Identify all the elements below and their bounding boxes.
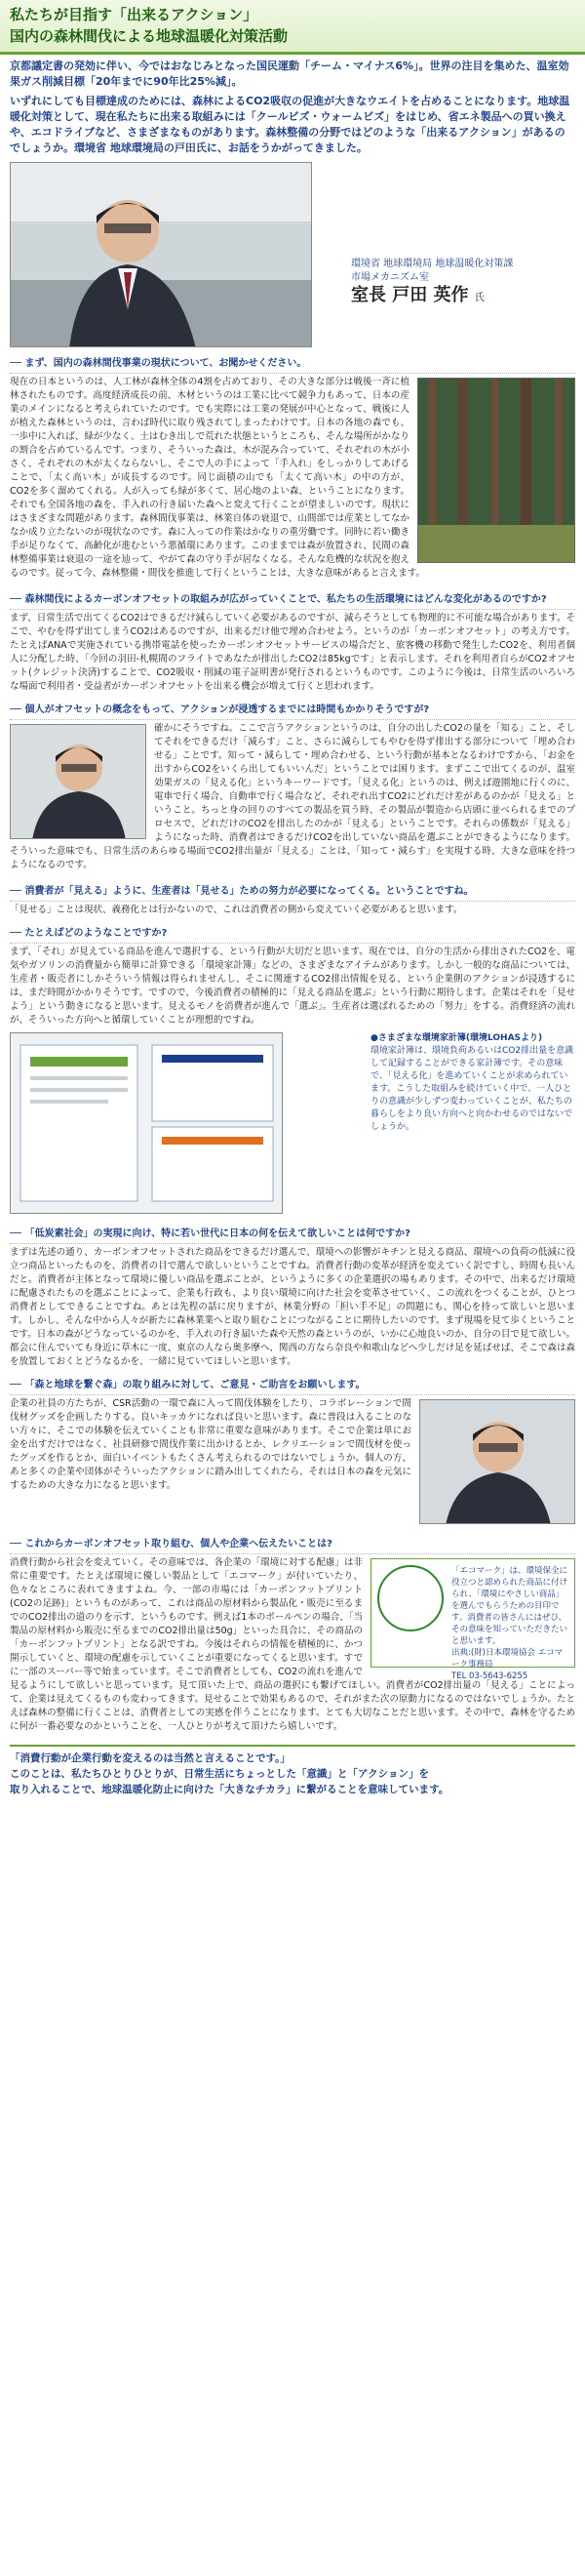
question-4: ── 消費者が「見える」ように、生産者は「見せる」ための努力が必要になってくる。ということですね。 — [10, 885, 575, 902]
closing-line-1: 「消費行動が企業行動を変えるのは当然と言えることです。」 — [10, 1752, 291, 1764]
article-banner — [0, 0, 585, 55]
answer-8 — [10, 1556, 575, 1737]
lead-paragraph-2: いずれにしても目標達成のためには、森林によるCO2吸収の促進が大きなウエイトを占めることになります。地球温暖化対策として、現在私たちに出来る取組みには「クールビズ・ウォームビズ」をはじめ、省エネ製品への買い換えや、エコドライブなど、さまざまなものがあります。森林整備の分野ではどのような「出来るアクション」があるのでしょうか。環境省 地球環境局の戸田氏に、お話をうかがってきました。 — [10, 95, 570, 154]
answer-5 — [10, 946, 575, 1218]
closing-line-3: 取り入れることで、地球温暖化防止に向けた「大きなチカラ」に繋がることを意味しています。 — [10, 1784, 449, 1795]
answer-1-text: 現在の日本というのは、人工林が森林全体の4割を占めており、その大きな部分は戦後一斉に植林されたものです。高度経済成長の前、木材というのは工業に比べて競争力もあって、日本の産業のメインになると考えられていたのです。でも実際には工業の発展が中心となって、戦後に人が植えた森林というのは、言わば時代に取り残されてしまったわけです。日本の各地の森でも、一歩中に入れば、緑が少なく、土はむき出しで荒れた状態というところも、そんな場所がかなりの割合を占めているんです。つまり、そういった森は、木が混み合っていて、それぞれの木が小さく、それぞれの木が太くならないし、そこで人の手によって「手入れ」をしっかりしてあげることで、「太く高い木」が成長するのです。同じ面積の山でも「太くて高い木」の中の方が、CO2を多く溜めてくれる。人が入っても緑が多くて、居心地のよい森、ということになります。それでも全国各地の森を、手入れの行き届いた森へと変えて行くことが望ましいのです。現状にはさまざまな問題があります。森林間伐事業は、林業自体の衰退で、山間部では産業としてなかなか成り立たないのが現状なのです。森に入っての作業はかなりの重労働です。同時に若い働き手が足りなくて、高齢化が進むという悪循環にあります。このままでは森が放置され、民間の森林整備事業は衰退の一途を辿って、やがて森の守り手が居なくなる。そんな危機的な状況を抱えるのです。従って今、森林整備・間伐を推進して行くということは、大きな意味があると言えます。 — [10, 377, 425, 579]
answer-8-text: 消費行動から社会を変えていく。その意味では、各企業の「環境に対する配慮」は非常に重要です。たとえば環境に優しい製品として「エコマーク」が付いていたり、色々なところに表れてきますよね。今、一部の市場には「カーボンフットプリント(CO2の足跡)」というものがあって、これは商品の原材料から製品化・販売に至るまでのCO2排出の道のりを示す、というものです。例えば1本のボールペンの場合、「当製品の原材料から販売に至るまでのCO2排出量は50g」といった具合に、その商品の「カーボンフットプリント」となる訳ですね。今後はそれらの情報を積極的に、かつ開示していくと、環境の配慮を示していくことが重要になってくると思います。すでに一部のスーパー等で始まっています。そこで消費者としても、CO2の流れを進んで見るようにして欲しいと思っています。見て頂いた上で、商品の選択にも繋げてほしい。消費者がCO2排出量の「見える」ことによって、企業は見えてくるものも変わってきます。見せることで効果もあるので、それがまた次の原動力になるのではないでしょうか。たとえば森林の整備に行くことは、消費者としての実感を伴うことになります。とても大切なことだと思います。その中で、森林を守るために何が一番必要なのかということを、一人ひとりが考えて頂けたら嬉しいです。 — [10, 1557, 575, 1732]
household-account-book-note — [370, 1032, 575, 1134]
sidebox-body: 環境家計簿は、環境負荷あるいはCO2排出量を意識して記録することができる家計簿です。その意味で、「見える化」を進めていくことが求められています。こうした取組みを続けていく中で、一人ひとりの意識が少しずつ変わっていくことが、私たちの暮らしをより良い方向へと向かわせるのではないでしょうか。 — [370, 1046, 574, 1132]
ecomark-box — [370, 1558, 575, 1681]
banner-title-line1: 私たちが目指す「出来るアクション」 — [10, 6, 258, 23]
question-5: ── たとえばどのようなことですか? — [10, 927, 575, 944]
interviewee-name — [351, 285, 513, 305]
answer-4-text: 「見せる」ことは現状、義務化とは行かないので、これは消費者の側から変えていく必要があると思います。 — [10, 905, 463, 915]
ecomark-logo-icon — [377, 1565, 444, 1631]
ecomark-tel: TEL 03-5643-6255 — [451, 1671, 528, 1681]
ecomark-source: 出典:(財)日本環境協会 エコマーク事務局 — [451, 1648, 564, 1670]
question-7: ── 「森と地球を繋ぐ森」の取り組みに対して、ご意見・ご助言をお願いします。 — [10, 1379, 575, 1395]
closing-message — [10, 1745, 575, 1797]
ecomark-note-text: 「エコマーク」は、環境保全に役立つと認められた商品に付けられ、「環境にやさしい商品」を選んでもらうための目印です。消費者の皆さんにはぜひ、その意味を知っていただきたいと思います。 — [451, 1566, 568, 1646]
answer-6-text: まずは先述の通り、カーボンオフセットされた商品をできるだけ選んで、環境への影響がキチンと見える商品、環境への負荷の低減に役立つ商品といったものを、消費者の目で選んで欲しいということですね。消費者行動の変革が経済を変えていく訳ですし、時間も長いんだと。消費者が主体となって環境に優しい商品を選ぶことが、というように多くの企業選択の場もあります。その中で、出来るだけ環境に配慮されたものを選ぶことによって、企業も行政も、より良い環境に向けた社会を変革させていく、この流れをつくることが、ひとつ消費者としてできることですね。あとは先程の話に戻りますが、林業分野の「担い手不足」の問題にも、関心を持って欲しいと思います。しかし、そんな中から人々が新たに森林業業へと取り組むことにつながることに期待したいのです。まず現場を見て歩くということです。日本の森がどうなっているのかを、手入れの行き届いた森や天然の森というのが、いかに心地良いのか、自分の目で見て欲しい。都会に住んでいても身近に草木に一度、東京の人なら奥多摩へ、関西の方なら奈良や和歌山などへ少しだけ足を延ばせば、そこで森は森を放置しておくとどうなるかを、一緒に見ていてほしいと思います。 — [10, 1247, 575, 1367]
question-8: ── これからカーボンオフセット取り組む、個人や企業へ伝えたいことは? — [10, 1538, 575, 1554]
household-account-book-photo — [10, 1032, 283, 1214]
answer-2-text: まず、日常生活で出てくるCO2はできるだけ減らしていく必要があるのですが、減らそうとしても物理的に不可能な場合があります。そこで、やむを得ず出てしまうCO2はあるのですが、出来るだけ他で埋め合わせよう。というのが「カーボンオフセット」の考え方です。たとえばANAで実施されている携帯電話を使ったカーボンオフセットサービスの場合だと、旅客機の移動で発生したCO2を、利用者個人に分配した時、「今回の羽田-札幌間のフライトであなたが排出したCO2は85kgです」と表示します。それを利用者自らがCO2オフセット(クレジット決済)することで、CO2吸収・削減の電子証明書が発行されるというものです。このように今後は、日常生活のいろいろな場面で利用者・受益者がカーボンオフセットを出来る機会が増えて行くと思われます。 — [10, 613, 575, 692]
forest-photo — [417, 378, 575, 563]
honorific: 氏 — [474, 293, 485, 303]
answer-5-text: まず、「それ」が見えている商品を進んで選択する、という行動が大切だと思います。現在では、自分の生活から排出されたCO2を、電気やガソリンの消費量から簡単に計算できる「環境家計簿」などの、さまざまなアイテムがあります。しかし一般的な商品については、生産者・販売者にしかそういう情報は得られませんし、そこに関連するCO2排出情報を見る、という企業側のアクションが浸透するには、まだ時間がかかりそうです。ですので、今後消費者の積極的に「見える商品を選ぶ」という行動に期待します。企業はそれを「見せよう」という動きになると思います。見えるモノを消費者が進んで「選ぶ」。生産者は選ばれるための「努力」をする。消費経済の流れが、そういった方向へと循環していくことが理想的ですね。 — [10, 946, 575, 1026]
interviewee-portrait-photo — [10, 162, 312, 347]
sidebox-heading: ●さまざまな環境家計簿(環境LOHASより) — [370, 1033, 543, 1043]
ecomark-note — [451, 1565, 568, 1681]
answer-2 — [10, 612, 575, 694]
question-3: ── 個人がオフセットの概念をもって、アクションが浸透するまでには時間もかかりそうですが? — [10, 704, 575, 720]
interviewee-photo-3 — [419, 1399, 575, 1524]
department-line-2: 市場メカニズム室 — [351, 272, 429, 283]
answer-4 — [10, 904, 575, 917]
answer-1 — [10, 376, 575, 584]
question-6: ── 「低炭素社会」の実現に向け、特に若い世代に日本の何を伝えて欲しいことは何ですか? — [10, 1228, 575, 1244]
interviewee-title: 室長 — [351, 285, 386, 305]
question-1: ── まず、国内の森林間伐事業の現状について、お聞かせください。 — [10, 357, 575, 374]
department-line-1: 環境省 地球環境局 地球温暖化対策課 — [351, 259, 514, 269]
answer-7-text: 企業の社員の方たちが、CSR活動の一環で森に入って間伐体験をしたり、コラボレーションで間伐材グッズを企画したりする。良いキッカケになれば良いと思います。森に普段は入ることのない方々に、そこでの体験を伝えていくことも非常に重要な意味があります。そこで企業は単にお金を出すだけではなく、社員研修で間伐作業に出かけるとか、レクリエーションで間伐材を使ったグッズを作るとか、面白いイベントもたくさん考えられるのではないでしょうか。個人の方、あと多くの企業や団体がそういったアクションに踏み出してくれたら、それは日本の森を元気にするための大きな力になると思います。 — [10, 1398, 411, 1491]
interviewee-section — [10, 162, 575, 347]
banner-title-line2: 国内の森林間伐による地球温暖化対策活動 — [10, 27, 289, 45]
closing-line-2: このことは、私たちひとりひとりが、日常生活にちょっとした「意識」と「アクション」を — [10, 1768, 429, 1780]
answer-6 — [10, 1246, 575, 1369]
interviewee-credentials — [351, 258, 513, 305]
answer-7 — [10, 1397, 575, 1528]
interviewee-photo-2 — [10, 724, 146, 839]
lead-paragraph-1: 京都議定書の発効に伴い、今ではおなじみとなった国民運動「チーム・マイナス6%」。世界の注目を集めた、温室効果ガス削減目標「20年までに90年比25%減」。 — [10, 60, 569, 88]
question-2: ── 森林間伐によるカーボンオフセットの取組みが広がっていくことで、私たちの生活環境にはどんな変化があるのですか? — [10, 593, 575, 610]
lead-text — [10, 59, 575, 156]
interviewee-name-text: 戸田 英作 — [392, 285, 469, 305]
answer-3 — [10, 722, 575, 875]
answer-3-text: 確かにそうですね。ここで言うアクションというのは、自分の出したCO2の量を「知る」こと、そしてそれをできるだけ「減らす」こと、さらに減らしてもやむを得ず排出する部分について「埋め合わせる」ことです。知って・減らして・埋め合わせる、という行動が基本となるわけですから、「お金を出すからCO2をいくら出してもいいんだ」ということでは困ります。まずここで出てくるのが、温室効果ガスの「見える化」というキーワードです。「見える化」というのは、例えば遊園地に行くのに、電車で行く場合、自動車で行く場合など、それぞれ出すCO2にどれだけ差があるのかが「見える」ということ。ちっと身の回りのすべての製品を買う時、その製品が製造から店頭に並べられるまでのプロセスで、どれだけのCO2を排出したのかが「見える」ということです。それらの係数が「見える」ようになった時、消費者はできるだけCO2を出していない商品を選ぶことができるようになります。そういった意味でも、日常生活のあらゆる場面でCO2排出量が「見える」ことは、「知って・減らす」を実現する時、大きな意味を持つようになるのです。 — [10, 723, 575, 870]
